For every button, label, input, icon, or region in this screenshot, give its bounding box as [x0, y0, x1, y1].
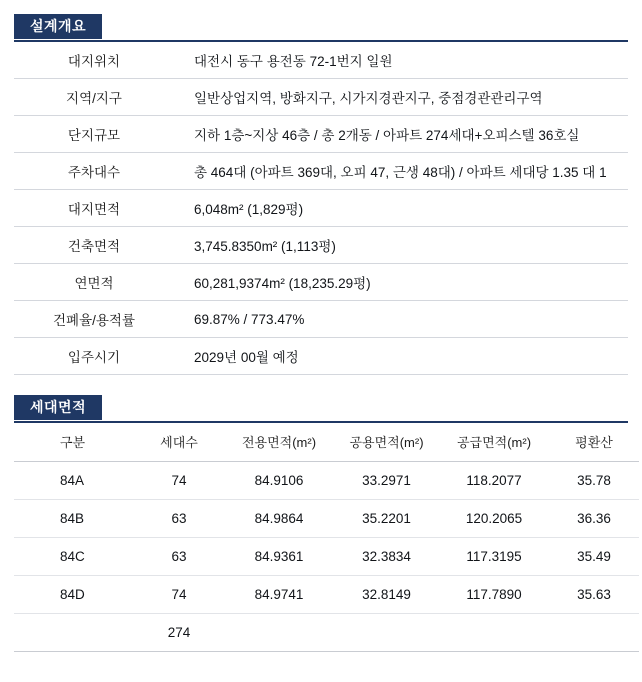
total-common-area [334, 614, 439, 652]
unit-supply-area: 118.2077 [439, 462, 549, 500]
unit-exclusive-area: 84.9741 [224, 576, 334, 614]
overview-label: 입주시기 [67, 350, 121, 365]
unit-count: 74 [134, 576, 224, 614]
unit-common-area: 35.2201 [334, 500, 439, 538]
overview-label: 연면적 [74, 276, 114, 291]
overview-value: 일반상업지역, 방화지구, 시가지경관지구, 중점경관관리구역 [194, 91, 543, 106]
total-supply-area [439, 614, 549, 652]
unit-supply-area: 120.2065 [439, 500, 549, 538]
table-row [14, 500, 639, 538]
unit-exclusive-area: 84.9361 [224, 538, 334, 576]
overview-value: 대전시 동구 용전동 72-1번지 일원 [194, 54, 393, 69]
overview-label: 대지위치 [67, 54, 121, 69]
column-header-exclusive-area: 전용면적(m²) [224, 423, 334, 462]
unit-common-area: 32.3834 [334, 538, 439, 576]
column-header-gubun: 구분 [14, 423, 134, 462]
total-exclusive-area [224, 614, 334, 652]
unit-supply-area: 117.3195 [439, 538, 549, 576]
overview-value: 총 464대 (아파트 369대, 오피 47, 근생 48대) / 아파트 세대당 1.35 대 1 [194, 165, 607, 180]
overview-label: 단지규모 [67, 128, 121, 143]
total-label [14, 614, 134, 652]
units-section-header [14, 395, 628, 421]
table-row [14, 42, 628, 79]
column-header-pyeong: 평환산 [549, 423, 639, 462]
table-row [14, 576, 639, 614]
overview-value: 3,745.8350m² (1,113평) [194, 239, 336, 254]
table-row [14, 153, 628, 190]
unit-common-area: 32.8149 [334, 576, 439, 614]
overview-value: 60,281,9374m² (18,235.29평) [194, 276, 371, 291]
table-row [14, 462, 639, 500]
table-row [14, 264, 628, 301]
section-spacer [0, 375, 642, 395]
overview-section-title: 설계개요 [14, 14, 102, 39]
overview-value: 69.87% / 773.47% [194, 311, 305, 327]
table-row [14, 338, 628, 375]
unit-pyeong: 35.78 [549, 462, 639, 500]
unit-pyeong: 36.36 [549, 500, 639, 538]
overview-label: 주차대수 [67, 165, 121, 180]
overview-section [0, 14, 642, 375]
units-section-title: 세대면적 [14, 395, 102, 420]
overview-value: 지하 1층~지상 46층 / 총 2개동 / 아파트 274세대+오피스텔 36호실 [194, 128, 580, 143]
total-count: 274 [134, 614, 224, 652]
table-row [14, 79, 628, 116]
unit-type: 84D [14, 576, 134, 614]
table-row [14, 301, 628, 338]
table-row [14, 116, 628, 153]
column-header-common-area: 공용면적(m²) [334, 423, 439, 462]
overview-label: 건축면적 [67, 239, 121, 254]
unit-exclusive-area: 84.9106 [224, 462, 334, 500]
unit-pyeong: 35.49 [549, 538, 639, 576]
unit-exclusive-area: 84.9864 [224, 500, 334, 538]
overview-value: 6,048m² (1,829평) [194, 202, 304, 217]
unit-count: 74 [134, 462, 224, 500]
unit-pyeong: 35.63 [549, 576, 639, 614]
unit-count: 63 [134, 538, 224, 576]
top-spacer [0, 0, 642, 14]
units-total-row [14, 614, 639, 652]
unit-type: 84B [14, 500, 134, 538]
unit-supply-area: 117.7890 [439, 576, 549, 614]
table-row [14, 227, 628, 264]
overview-label: 지역/지구 [66, 91, 122, 106]
unit-count: 63 [134, 500, 224, 538]
overview-section-header [14, 14, 628, 40]
overview-label: 대지면적 [67, 202, 121, 217]
overview-table [14, 42, 628, 375]
unit-type: 84C [14, 538, 134, 576]
overview-label: 건폐율/용적률 [53, 313, 135, 328]
units-table [14, 423, 639, 682]
units-section [0, 395, 642, 682]
column-header-supply-area: 공급면적(m²) [439, 423, 549, 462]
overview-value: 2029년 00월 예정 [194, 350, 299, 365]
units-tail-row [14, 652, 639, 682]
table-row [14, 538, 639, 576]
table-row [14, 190, 628, 227]
total-pyeong [549, 614, 639, 652]
units-header-row [14, 423, 639, 462]
unit-common-area: 33.2971 [334, 462, 439, 500]
unit-type: 84A [14, 462, 134, 500]
column-header-count: 세대수 [134, 423, 224, 462]
